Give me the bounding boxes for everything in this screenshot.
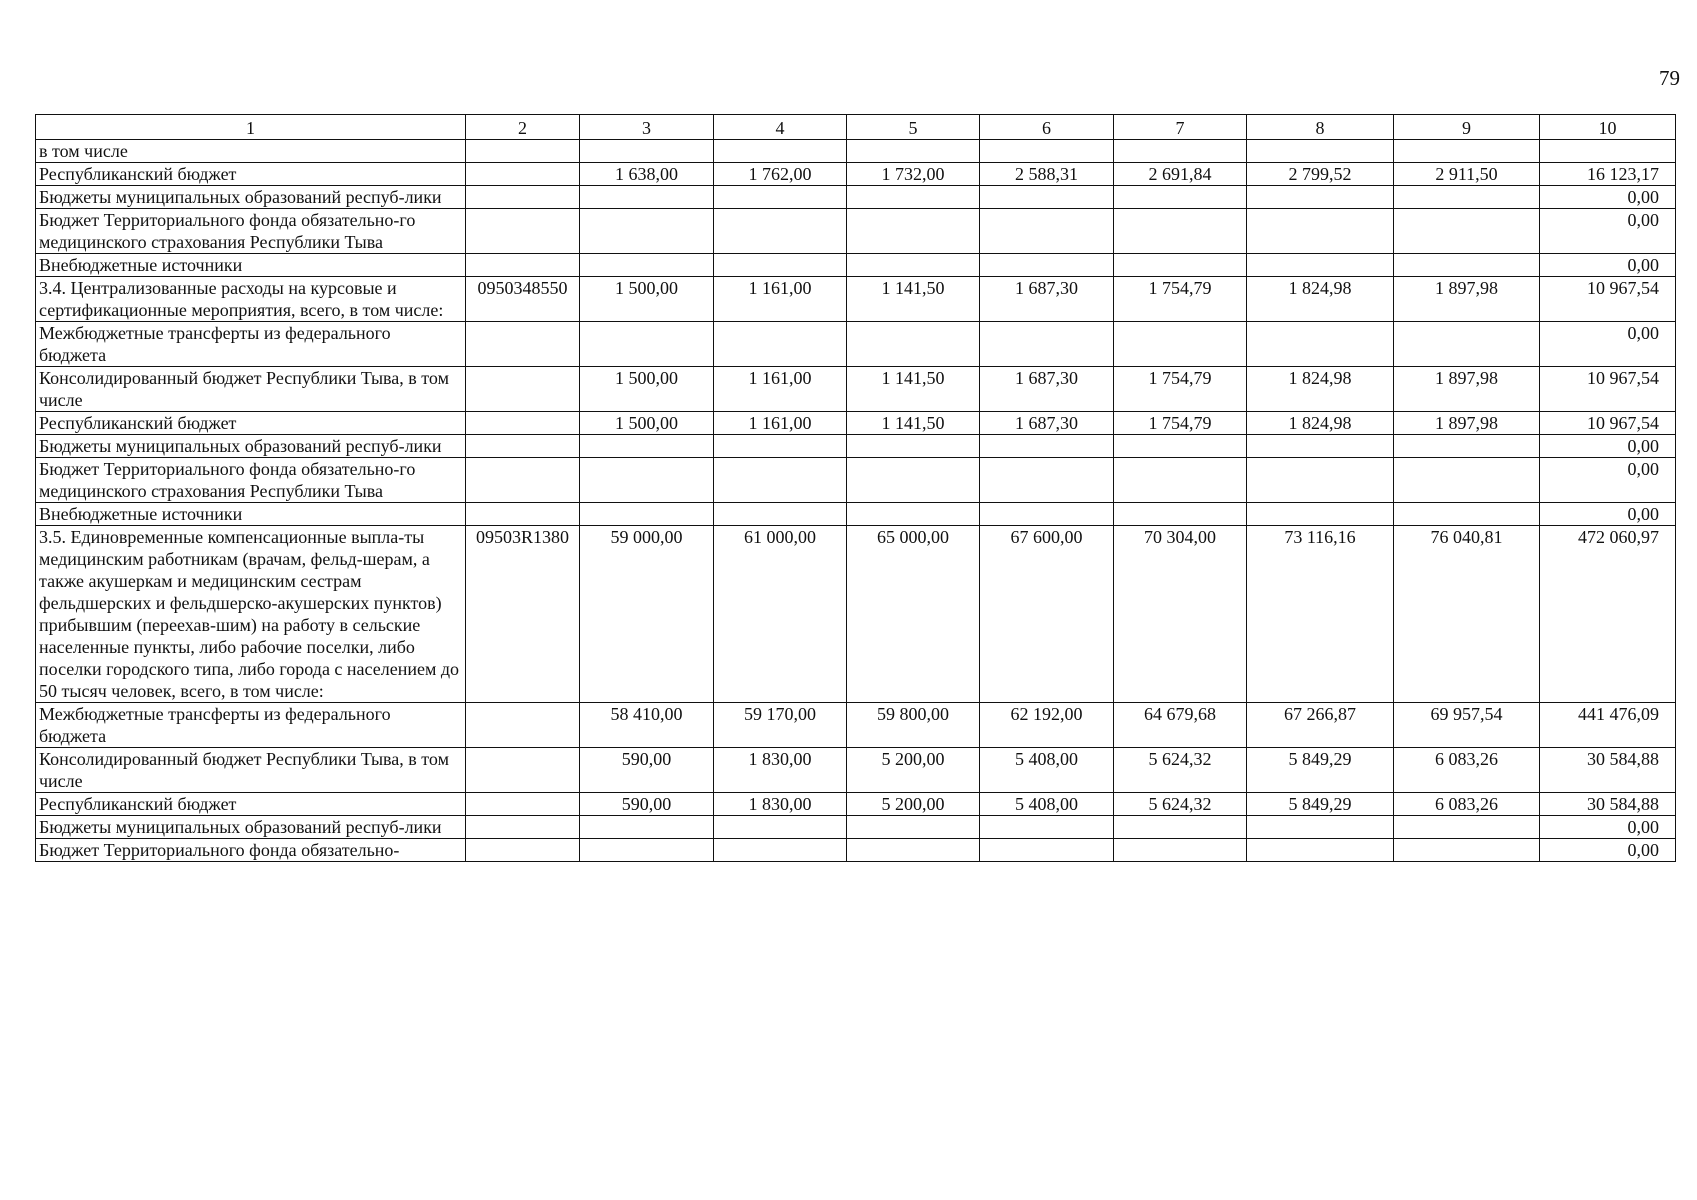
year-value: 1 824,98: [1247, 277, 1394, 322]
year-value: [1247, 458, 1394, 503]
year-value: 2 588,31: [980, 163, 1114, 186]
total-value: 10 967,54: [1540, 367, 1676, 412]
year-value: [714, 503, 847, 526]
year-value: 5 408,00: [980, 793, 1114, 816]
budget-code: [466, 435, 580, 458]
year-value: [980, 458, 1114, 503]
year-value: 1 500,00: [580, 367, 714, 412]
year-value: 5 408,00: [980, 748, 1114, 793]
year-value: 1 824,98: [1247, 412, 1394, 435]
year-value: [980, 254, 1114, 277]
year-value: [714, 458, 847, 503]
table-row: [36, 748, 1676, 793]
year-value: 1 638,00: [580, 163, 714, 186]
row-label: Бюджет Территориального фонда обязательно-го медицинского страхования Республики Тыва: [36, 209, 466, 254]
year-value: [1247, 322, 1394, 367]
year-value: 1 830,00: [714, 748, 847, 793]
budget-code: [466, 140, 580, 163]
total-value: 441 476,09: [1540, 703, 1676, 748]
total-value: 0,00: [1540, 209, 1676, 254]
year-value: [847, 458, 980, 503]
year-value: 6 083,26: [1394, 748, 1540, 793]
row-label: Консолидированный бюджет Республики Тыва, в том числе: [36, 748, 466, 793]
year-value: [1247, 839, 1394, 862]
year-value: 1 141,50: [847, 277, 980, 322]
year-value: [580, 254, 714, 277]
year-value: 1 897,98: [1394, 367, 1540, 412]
total-value: 0,00: [1540, 839, 1676, 862]
year-value: [1114, 503, 1247, 526]
year-value: [580, 209, 714, 254]
year-value: [714, 186, 847, 209]
year-value: 1 161,00: [714, 367, 847, 412]
budget-code: [466, 793, 580, 816]
year-value: [1247, 816, 1394, 839]
budget-code: [466, 322, 580, 367]
year-value: 69 957,54: [1394, 703, 1540, 748]
year-value: [847, 209, 980, 254]
row-label: Консолидированный бюджет Республики Тыва, в том числе: [36, 367, 466, 412]
table-row: [36, 140, 1676, 163]
total-value: 0,00: [1540, 186, 1676, 209]
column-header: 9: [1394, 115, 1540, 140]
year-value: [1114, 209, 1247, 254]
row-label: 3.4. Централизованные расходы на курсовые и сертификационные мероприятия, всего, в том числе:: [36, 277, 466, 322]
year-value: [1247, 209, 1394, 254]
column-header: 8: [1247, 115, 1394, 140]
year-value: [1394, 503, 1540, 526]
row-label: Бюджеты муниципальных образований респуб-лики: [36, 435, 466, 458]
year-value: [1247, 186, 1394, 209]
total-value: 10 967,54: [1540, 412, 1676, 435]
table-row: [36, 254, 1676, 277]
year-value: [714, 140, 847, 163]
table-row: [36, 209, 1676, 254]
total-value: 0,00: [1540, 254, 1676, 277]
column-header: 3: [580, 115, 714, 140]
year-value: 67 600,00: [980, 526, 1114, 703]
year-value: 590,00: [580, 793, 714, 816]
year-value: 1 161,00: [714, 412, 847, 435]
year-value: [1394, 839, 1540, 862]
budget-code: [466, 163, 580, 186]
table-row: [36, 503, 1676, 526]
budget-code: [466, 703, 580, 748]
budget-code: [466, 816, 580, 839]
row-label: Внебюджетные источники: [36, 254, 466, 277]
row-label: Бюджет Территориального фонда обязательно-: [36, 839, 466, 862]
year-value: [580, 322, 714, 367]
year-value: [1394, 458, 1540, 503]
year-value: [847, 816, 980, 839]
year-value: [1394, 322, 1540, 367]
table-row: [36, 322, 1676, 367]
year-value: [847, 140, 980, 163]
total-value: 16 123,17: [1540, 163, 1676, 186]
row-label: Межбюджетные трансферты из федерального бюджета: [36, 322, 466, 367]
row-label: Республиканский бюджет: [36, 412, 466, 435]
column-header: 7: [1114, 115, 1247, 140]
table-row: [36, 412, 1676, 435]
year-value: 58 410,00: [580, 703, 714, 748]
year-value: 1 732,00: [847, 163, 980, 186]
total-value: 10 967,54: [1540, 277, 1676, 322]
table-row: [36, 793, 1676, 816]
year-value: [1114, 254, 1247, 277]
year-value: [1247, 140, 1394, 163]
year-value: [580, 435, 714, 458]
year-value: [1114, 140, 1247, 163]
budget-code: [466, 209, 580, 254]
budget-code: [466, 186, 580, 209]
year-value: [1394, 254, 1540, 277]
total-value: 0,00: [1540, 503, 1676, 526]
year-value: 59 800,00: [847, 703, 980, 748]
table-row: [36, 816, 1676, 839]
budget-table: [35, 114, 1676, 862]
year-value: [980, 816, 1114, 839]
year-value: [980, 322, 1114, 367]
table-row: [36, 367, 1676, 412]
year-value: 1 754,79: [1114, 367, 1247, 412]
year-value: [980, 503, 1114, 526]
budget-code: [466, 367, 580, 412]
year-value: [847, 186, 980, 209]
year-value: [1114, 816, 1247, 839]
table-row: [36, 163, 1676, 186]
year-value: 1 687,30: [980, 412, 1114, 435]
year-value: 2 799,52: [1247, 163, 1394, 186]
year-value: [580, 816, 714, 839]
budget-code: [466, 503, 580, 526]
row-label: Межбюджетные трансферты из федерального бюджета: [36, 703, 466, 748]
year-value: [1114, 839, 1247, 862]
year-value: 1 141,50: [847, 367, 980, 412]
table-row: [36, 186, 1676, 209]
column-header: 5: [847, 115, 980, 140]
year-value: 590,00: [580, 748, 714, 793]
year-value: [847, 435, 980, 458]
column-header: 4: [714, 115, 847, 140]
year-value: [1114, 458, 1247, 503]
row-label: Республиканский бюджет: [36, 163, 466, 186]
total-value: 0,00: [1540, 435, 1676, 458]
year-value: [714, 435, 847, 458]
year-value: [714, 209, 847, 254]
budget-code: 0950348550: [466, 277, 580, 322]
year-value: [847, 839, 980, 862]
year-value: [580, 839, 714, 862]
year-value: 1 687,30: [980, 277, 1114, 322]
page-number: 79: [1659, 66, 1680, 90]
year-value: 2 911,50: [1394, 163, 1540, 186]
year-value: [1114, 186, 1247, 209]
year-value: 1 500,00: [580, 412, 714, 435]
row-label: Бюджеты муниципальных образований респуб-лики: [36, 186, 466, 209]
year-value: 1 754,79: [1114, 412, 1247, 435]
table-row: [36, 703, 1676, 748]
total-value: 0,00: [1540, 816, 1676, 839]
year-value: 1 897,98: [1394, 277, 1540, 322]
year-value: 5 849,29: [1247, 748, 1394, 793]
year-value: [1247, 254, 1394, 277]
year-value: 1 830,00: [714, 793, 847, 816]
year-value: 5 200,00: [847, 793, 980, 816]
year-value: 73 116,16: [1247, 526, 1394, 703]
year-value: 70 304,00: [1114, 526, 1247, 703]
year-value: 1 762,00: [714, 163, 847, 186]
year-value: 59 000,00: [580, 526, 714, 703]
budget-code: [466, 412, 580, 435]
year-value: [1114, 322, 1247, 367]
year-value: 5 849,29: [1247, 793, 1394, 816]
year-value: [580, 503, 714, 526]
total-value: 30 584,88: [1540, 748, 1676, 793]
column-header: 6: [980, 115, 1114, 140]
year-value: 5 624,32: [1114, 748, 1247, 793]
table-row: [36, 839, 1676, 862]
year-value: 67 266,87: [1247, 703, 1394, 748]
year-value: 1 500,00: [580, 277, 714, 322]
year-value: 1 897,98: [1394, 412, 1540, 435]
year-value: 65 000,00: [847, 526, 980, 703]
row-label: Бюджеты муниципальных образований респуб-лики: [36, 816, 466, 839]
year-value: [580, 140, 714, 163]
table-row: [36, 277, 1676, 322]
year-value: [980, 186, 1114, 209]
year-value: [714, 816, 847, 839]
column-header: 2: [466, 115, 580, 140]
row-label: Республиканский бюджет: [36, 793, 466, 816]
budget-code: 09503R1380: [466, 526, 580, 703]
year-value: [1247, 435, 1394, 458]
year-value: [1114, 435, 1247, 458]
year-value: [1394, 816, 1540, 839]
year-value: 61 000,00: [714, 526, 847, 703]
year-value: 62 192,00: [980, 703, 1114, 748]
year-value: 64 679,68: [1114, 703, 1247, 748]
budget-code: [466, 748, 580, 793]
year-value: [580, 186, 714, 209]
year-value: [1394, 435, 1540, 458]
year-value: 1 824,98: [1247, 367, 1394, 412]
year-value: [714, 254, 847, 277]
year-value: 5 200,00: [847, 748, 980, 793]
year-value: [1394, 209, 1540, 254]
budget-code: [466, 254, 580, 277]
year-value: [1247, 503, 1394, 526]
year-value: [980, 140, 1114, 163]
row-label: Бюджет Территориального фонда обязательно-го медицинского страхования Республики Тыва: [36, 458, 466, 503]
year-value: [714, 839, 847, 862]
year-value: 1 161,00: [714, 277, 847, 322]
year-value: 1 754,79: [1114, 277, 1247, 322]
year-value: 76 040,81: [1394, 526, 1540, 703]
year-value: [980, 209, 1114, 254]
column-header: 10: [1540, 115, 1676, 140]
total-value: 472 060,97: [1540, 526, 1676, 703]
year-value: [847, 503, 980, 526]
total-value: 30 584,88: [1540, 793, 1676, 816]
row-label: 3.5. Единовременные компенсационные выпла-ты медицинским работникам (врачам, фельд-шерам, а также акушеркам и медицинским сестрам фельдшерских и фельдшерско-акушерских пунктов) прибывшим (переехав-шим) на работу в сельские населенные пункты, либо рабочие поселки, либо поселки городского типа, либо города с населением до 50 тысяч человек, всего, в том числе:: [36, 526, 466, 703]
year-value: [980, 435, 1114, 458]
total-value: [1540, 140, 1676, 163]
table-row: [36, 435, 1676, 458]
year-value: [980, 839, 1114, 862]
year-value: [1394, 140, 1540, 163]
year-value: [1394, 186, 1540, 209]
table-row: [36, 526, 1676, 703]
column-header: 1: [36, 115, 466, 140]
year-value: 1 687,30: [980, 367, 1114, 412]
header-row: [36, 115, 1676, 140]
year-value: [847, 322, 980, 367]
year-value: 5 624,32: [1114, 793, 1247, 816]
total-value: 0,00: [1540, 322, 1676, 367]
row-label: в том числе: [36, 140, 466, 163]
year-value: 59 170,00: [714, 703, 847, 748]
budget-code: [466, 839, 580, 862]
budget-code: [466, 458, 580, 503]
total-value: 0,00: [1540, 458, 1676, 503]
year-value: [714, 322, 847, 367]
year-value: 2 691,84: [1114, 163, 1247, 186]
year-value: [580, 458, 714, 503]
year-value: 1 141,50: [847, 412, 980, 435]
year-value: [847, 254, 980, 277]
row-label: Внебюджетные источники: [36, 503, 466, 526]
year-value: 6 083,26: [1394, 793, 1540, 816]
table-row: [36, 458, 1676, 503]
table-body: [36, 115, 1676, 862]
